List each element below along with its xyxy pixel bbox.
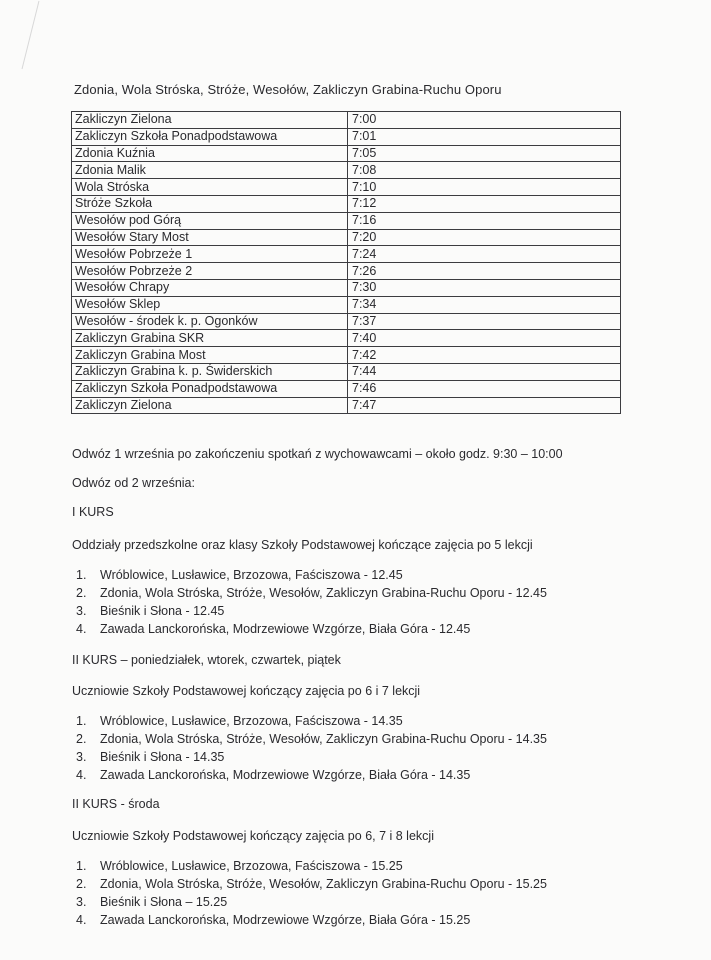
stop-name-cell: Zakliczyn Szkoła Ponadpodstawowa [72, 380, 348, 397]
departure-time-cell: 7:42 [348, 347, 621, 364]
departure-time-cell: 7:34 [348, 296, 621, 313]
table-row [72, 229, 621, 246]
table-row [72, 145, 621, 162]
departure-time-cell: 7:16 [348, 212, 621, 229]
stop-name-cell: Zdonia Malik [72, 162, 348, 179]
list-item: 4. Zawada Lanckorońska, Modrzewiowe Wzgórze, Biała Góra - 14.35 [76, 768, 471, 782]
table-row [72, 296, 621, 313]
stop-name-cell: Wesołów Pobrzeże 2 [72, 263, 348, 280]
stop-name-cell: Wola Stróska [72, 179, 348, 196]
route-title: Zdonia, Wola Stróska, Stróże, Wesołów, Zakliczyn Grabina-Ruchu Oporu [74, 82, 502, 97]
scan-artifact [22, 1, 40, 69]
course2-heading: II KURS – poniedziałek, wtorek, czwartek, piątek [72, 653, 341, 667]
course1-heading: I KURS [72, 505, 114, 519]
list-item: 4. Zawada Lanckorońska, Modrzewiowe Wzgórze, Biała Góra - 12.45 [76, 622, 471, 636]
table-row [72, 195, 621, 212]
departure-time-cell: 7:30 [348, 279, 621, 296]
list-item: 3. Bieśnik i Słona - 14.35 [76, 750, 225, 764]
table-row [72, 263, 621, 280]
table-row [72, 212, 621, 229]
list-item: 2. Zdonia, Wola Stróska, Stróże, Wesołów, Zakliczyn Grabina-Ruchu Oporu - 14.35 [76, 732, 547, 746]
departure-time-cell: 7:44 [348, 363, 621, 380]
sept2-heading: Odwóz od 2 września: [72, 476, 195, 490]
table-row [72, 246, 621, 263]
list-item: 3. Bieśnik i Słona – 15.25 [76, 895, 228, 909]
table-row [72, 179, 621, 196]
course3-subheading: Uczniowie Szkoły Podstawowej kończący zajęcia po 6, 7 i 8 lekcji [72, 829, 434, 843]
list-item: 1. Wróblowice, Lusławice, Brzozowa, Faściszowa - 14.35 [76, 714, 403, 728]
departure-time-cell: 7:01 [348, 128, 621, 145]
departure-time-cell: 7:08 [348, 162, 621, 179]
table-row [72, 397, 621, 414]
table-row [72, 313, 621, 330]
table-row [72, 128, 621, 145]
departure-time-cell: 7:40 [348, 330, 621, 347]
departure-time-cell: 7:24 [348, 246, 621, 263]
departure-time-cell: 7:05 [348, 145, 621, 162]
list-item: 1. Wróblowice, Lusławice, Brzozowa, Faściszowa - 15.25 [76, 859, 403, 873]
departure-time-cell: 7:20 [348, 229, 621, 246]
stop-name-cell: Wesołów Chrapy [72, 279, 348, 296]
stop-name-cell: Wesołów Pobrzeże 1 [72, 246, 348, 263]
departure-time-cell: 7:47 [348, 397, 621, 414]
stop-name-cell: Zakliczyn Grabina Most [72, 347, 348, 364]
list-item: 2. Zdonia, Wola Stróska, Stróże, Wesołów, Zakliczyn Grabina-Ruchu Oporu - 15.25 [76, 877, 547, 891]
table-row [72, 347, 621, 364]
stop-name-cell: Stróże Szkoła [72, 195, 348, 212]
course2-subheading: Uczniowie Szkoły Podstawowej kończący zajęcia po 6 i 7 lekcji [72, 684, 421, 698]
course1-subheading: Oddziały przedszkolne oraz klasy Szkoły Podstawowej kończące zajęcia po 5 lekcji [72, 538, 533, 552]
list-item: 1. Wróblowice, Lusławice, Brzozowa, Faściszowa - 12.45 [76, 568, 403, 582]
departure-time-cell: 7:37 [348, 313, 621, 330]
table-row [72, 279, 621, 296]
course3-routes [72, 857, 547, 929]
list-item: 4. Zawada Lanckorońska, Modrzewiowe Wzgórze, Biała Góra - 15.25 [76, 913, 471, 927]
stop-name-cell: Zdonia Kuźnia [72, 145, 348, 162]
table-row [72, 380, 621, 397]
departure-time-cell: 7:00 [348, 112, 621, 129]
stop-name-cell: Wesołów - środek k. p. Ogonków [72, 313, 348, 330]
stop-name-cell: Zakliczyn Szkoła Ponadpodstawowa [72, 128, 348, 145]
list-item: 3. Bieśnik i Słona - 12.45 [76, 604, 225, 618]
departure-time-cell: 7:10 [348, 179, 621, 196]
table-row [72, 162, 621, 179]
departure-time-cell: 7:26 [348, 263, 621, 280]
stop-name-cell: Zakliczyn Zielona [72, 397, 348, 414]
departure-time-cell: 7:46 [348, 380, 621, 397]
course2-routes [72, 712, 547, 784]
sept1-note: Odwóz 1 września po zakończeniu spotkań z wychowawcami – około godz. 9:30 – 10:00 [72, 447, 563, 461]
departure-time-cell: 7:12 [348, 195, 621, 212]
table-row [72, 363, 621, 380]
stop-name-cell: Zakliczyn Grabina k. p. Świderskich [72, 363, 348, 380]
stop-name-cell: Zakliczyn Grabina SKR [72, 330, 348, 347]
course1-routes [72, 566, 547, 638]
stop-name-cell: Wesołów Sklep [72, 296, 348, 313]
table-row [72, 112, 621, 129]
schedule-table [71, 111, 621, 414]
list-item: 2. Zdonia, Wola Stróska, Stróże, Wesołów, Zakliczyn Grabina-Ruchu Oporu - 12.45 [76, 586, 547, 600]
stop-name-cell: Zakliczyn Zielona [72, 112, 348, 129]
course3-heading: II KURS - środa [72, 797, 160, 811]
stop-name-cell: Wesołów pod Górą [72, 212, 348, 229]
table-row [72, 330, 621, 347]
stop-name-cell: Wesołów Stary Most [72, 229, 348, 246]
